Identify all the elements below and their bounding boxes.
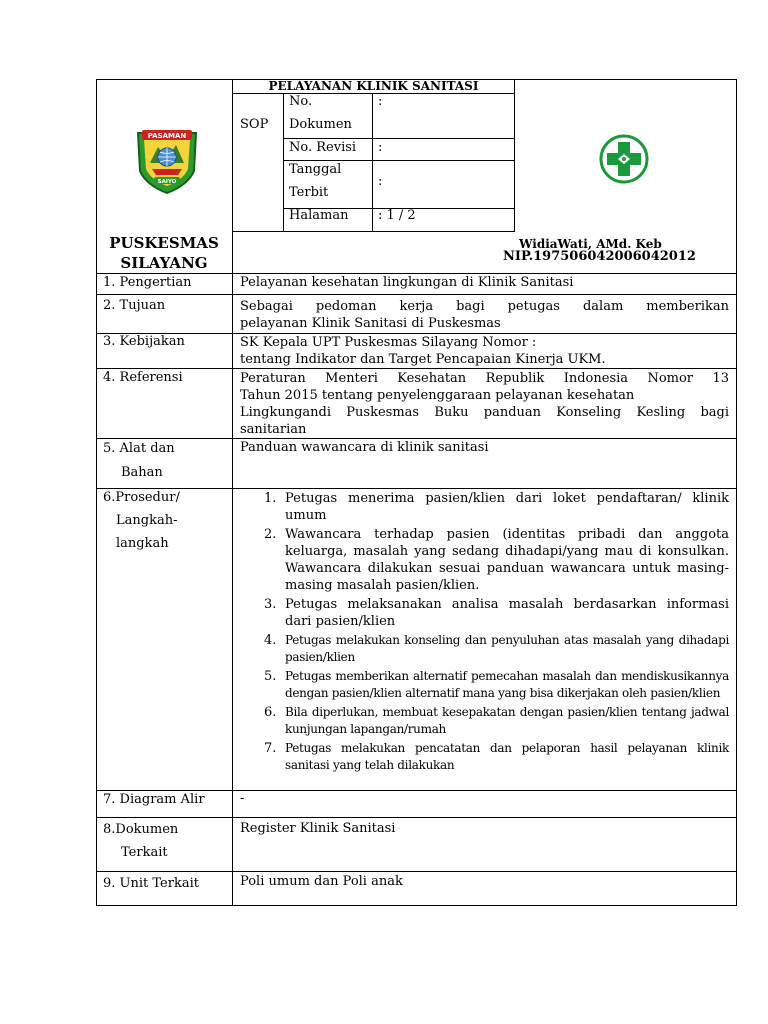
field-value-no-dokumen: : — [378, 94, 383, 109]
procedure-step: 5. Petugas memberikan alternatif pemecahan masalah dan mendiskusikannya dengan pasien/klien alternatif mana yang bisa dikerjakan oleh pasien/klien — [264, 669, 729, 700]
label-alat-1: 5. Alat dan — [103, 441, 175, 456]
field-value-tanggal-terbit: : — [378, 174, 383, 189]
label-prosedur-1: 6.Prosedur/ — [103, 490, 180, 505]
label-tujuan: 2. Tujuan — [103, 298, 166, 313]
field-label-no-dokumen-2: Dokumen — [289, 117, 352, 132]
org-name-line1: PUSKESMAS — [109, 234, 219, 252]
field-label-tanggal-1: Tanggal — [289, 162, 342, 177]
field-value-no-revisi: : — [378, 140, 383, 155]
label-unit: 9. Unit Terkait — [103, 876, 199, 891]
content-tujuan-1: Sebagai pedoman kerja bagi petugas dalam memberikan — [240, 299, 729, 314]
field-label-no-dokumen-1: No. — [289, 94, 313, 109]
field-label-no-revisi: No. Revisi — [289, 140, 357, 155]
document-title: PELAYANAN KLINIK SANITASI — [268, 79, 479, 93]
content-referensi-3: Lingkungandi Puskesmas Buku panduan Konseling Kesling bagi — [240, 405, 729, 420]
content-kebijakan-2: tentang Indikator dan Target Pencapaian Kinerja UKM. — [240, 352, 606, 367]
label-dokumen-2: Terkait — [121, 845, 168, 860]
content-referensi-1: Peraturan Menteri Kesehatan Republik Indonesia Nomor 13 — [240, 371, 729, 386]
field-label-tanggal-2: Terbit — [289, 185, 329, 200]
label-prosedur-2: Langkah- — [116, 513, 178, 528]
content-alat: Panduan wawancara di klinik sanitasi — [240, 440, 489, 455]
content-kebijakan-1: SK Kepala UPT Puskesmas Silayang Nomor : — [240, 335, 537, 350]
content-unit: Poli umum dan Poli anak — [240, 874, 403, 889]
emblem-bottom-text: SAIYO — [157, 179, 177, 185]
regency-emblem-icon — [128, 119, 206, 197]
procedure-step: 1. Petugas menerima pasien/klien dari loket pendaftaran/ klinik umum — [264, 491, 729, 523]
content-tujuan-2: pelayanan Klinik Sanitasi di Puskesmas — [240, 316, 501, 331]
label-alat-2: Bahan — [121, 465, 163, 480]
sop-label: SOP — [240, 117, 269, 132]
procedure-step: 4. Petugas melakukan konseling dan penyuluhan atas masalah yang dihadapi pasien/klien — [264, 633, 729, 664]
puskesmas-logo-icon — [598, 133, 650, 185]
label-prosedur-3: langkah — [116, 536, 169, 551]
procedure-step: 6. Bila diperlukan, membuat kesepakatan dengan pasien/klien tentang jadwal kunjungan lapangan/rumah — [264, 705, 729, 736]
label-diagram: 7. Diagram Alir — [103, 792, 205, 807]
field-label-halaman: Halaman — [289, 208, 349, 223]
content-diagram: - — [240, 791, 245, 806]
signer-name: WidiaWati, AMd. Keb — [519, 237, 662, 251]
org-name-line2: SILAYANG — [120, 254, 208, 272]
procedure-steps — [240, 490, 729, 776]
procedure-step: 2. Wawancara terhadap pasien (identitas pribadi dan anggota keluarga, masalah yang sedang dihadapi/yang mau di konsulkan. Wawancara dilakukan sesuai panduan wawancara untuk masing-masing masalah pasien/klien. — [264, 527, 729, 593]
content-dokumen: Register Klinik Sanitasi — [240, 821, 396, 836]
label-dokumen-1: 8.Dokumen — [103, 822, 179, 837]
signer-nip: NIP.197506042006042012 — [503, 249, 696, 264]
label-pengertian: 1. Pengertian — [103, 275, 192, 290]
content-pengertian: Pelayanan kesehatan lingkungan di Klinik Sanitasi — [240, 275, 574, 290]
emblem-top-text: PASAMAN — [147, 132, 187, 140]
label-kebijakan: 3. Kebijakan — [103, 334, 185, 349]
content-referensi-4: sanitarian — [240, 422, 307, 437]
procedure-step: 3. Petugas melaksanakan analisa masalah berdasarkan informasi dari pasien/klien — [264, 597, 729, 629]
field-value-halaman: : 1 / 2 — [378, 208, 416, 223]
content-referensi-2: Tahun 2015 tentang penyelenggaraan pelayanan kesehatan — [240, 388, 635, 403]
label-referensi: 4. Referensi — [103, 370, 183, 385]
procedure-step: 7. Petugas melakukan pencatatan dan pelaporan hasil pelayanan klinik sanitasi yang telah dilakukan — [264, 741, 729, 772]
